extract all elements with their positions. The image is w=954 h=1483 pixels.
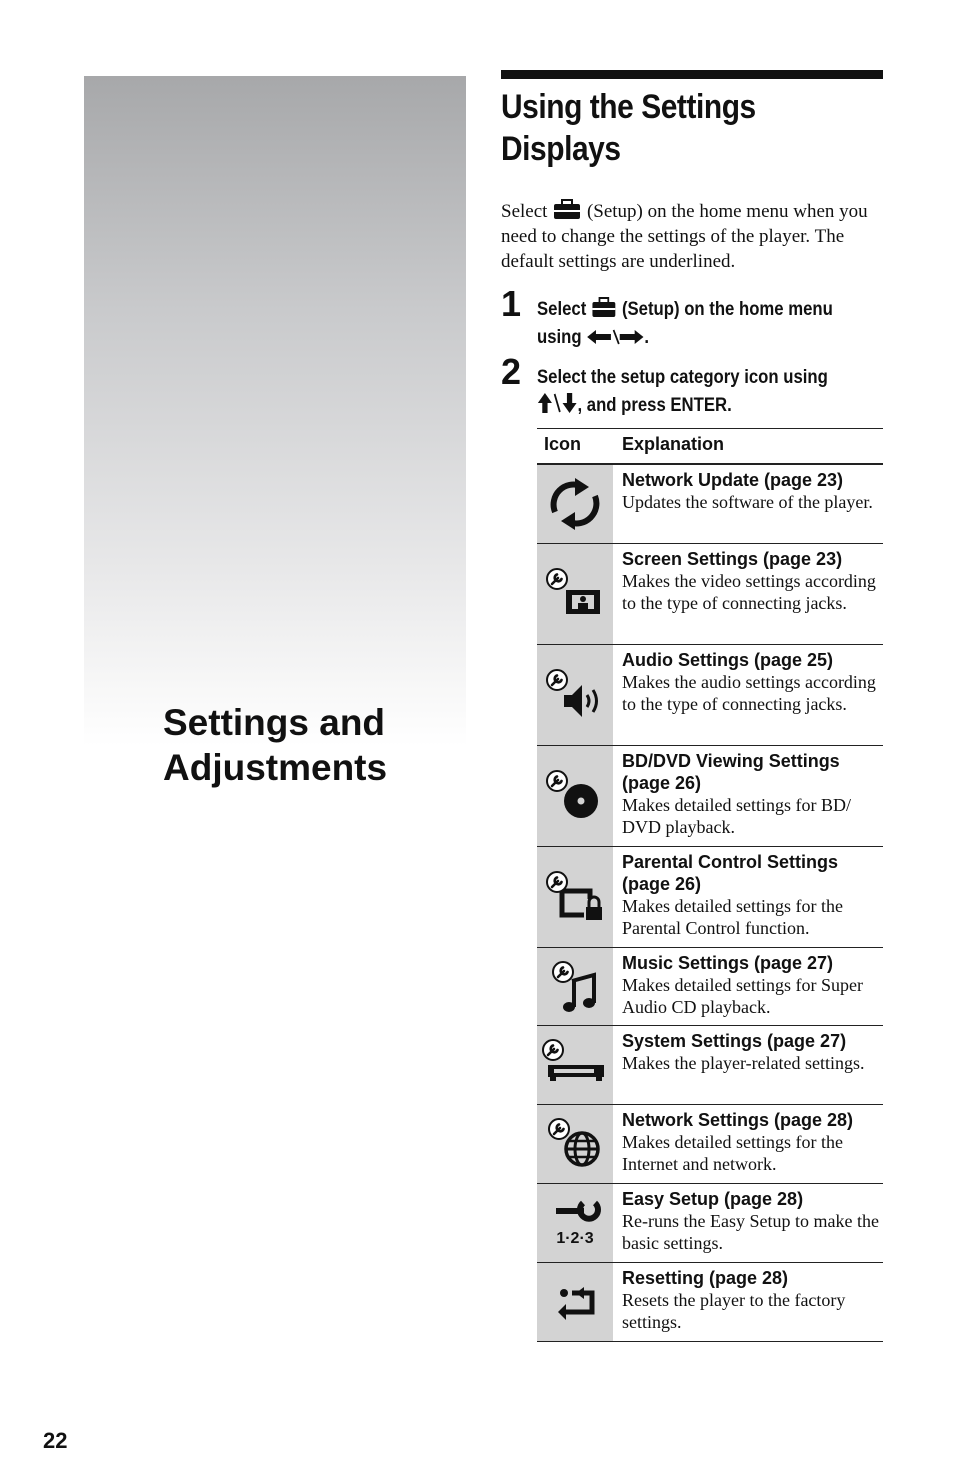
settings-table	[537, 428, 883, 1342]
header-icon: Icon	[544, 434, 582, 454]
up-down-arrows-icon	[537, 392, 577, 414]
header-explanation: Explanation	[622, 434, 725, 454]
row-desc: Makes detailed settings for BD/ DVD playback.	[622, 795, 851, 837]
table-row	[537, 544, 883, 645]
row-desc: Makes detailed settings for the Internet and network.	[622, 1132, 843, 1174]
table-row	[537, 847, 883, 948]
row-desc: Updates the software of the player.	[622, 492, 873, 512]
chapter-title	[163, 700, 463, 790]
table-row	[537, 948, 883, 1026]
chapter-side-panel	[84, 76, 466, 746]
resetting-icon	[544, 1274, 606, 1330]
row-title: Network Settings (page 28)	[622, 1110, 854, 1130]
network-settings-icon	[544, 1116, 606, 1172]
toolbox-icon	[552, 199, 582, 220]
row-title: Audio Settings (page 25)	[622, 650, 834, 670]
row-desc: Makes detailed settings for Super Audio CD playback.	[622, 975, 863, 1017]
chapter-title-line1: Settings and	[163, 702, 386, 743]
easy-setup-icon-text: 1·2·3	[556, 1230, 594, 1247]
audio-settings-icon	[544, 667, 606, 723]
row-title: Easy Setup (page 28)	[622, 1189, 804, 1209]
row-desc: Makes detailed settings for the Parental Control function.	[622, 896, 843, 938]
page-number: 22	[43, 1428, 68, 1453]
parental-control-icon	[544, 869, 606, 925]
row-desc: Makes the player-related settings.	[622, 1053, 865, 1073]
step-text: Select the setup category icon using , and press ENTER.	[537, 367, 828, 416]
bd-dvd-settings-icon	[544, 768, 606, 824]
step-text: Select (Setup) on the home menu using .	[537, 299, 833, 348]
row-desc: Re-runs the Easy Setup to make the basic settings.	[622, 1211, 879, 1253]
section-title-line2: Displays	[501, 130, 621, 168]
row-title: BD/DVD Viewing Settings (page 26)	[622, 751, 840, 793]
section-title	[501, 86, 837, 170]
network-update-icon	[545, 476, 605, 532]
chapter-title-line2: Adjustments	[163, 747, 388, 788]
row-title: Parental Control Settings (page 26)	[622, 852, 839, 894]
system-settings-icon	[542, 1037, 608, 1093]
row-title: Screen Settings (page 23)	[622, 549, 843, 569]
table-row	[537, 1026, 883, 1105]
row-title: Network Update (page 23)	[622, 470, 844, 490]
row-title: Resetting (page 28)	[622, 1268, 789, 1288]
music-settings-icon	[544, 959, 606, 1015]
table-row	[537, 1263, 883, 1342]
row-desc: Makes the audio settings according to the type of connecting jacks.	[622, 672, 876, 714]
section-title-line1: Using the Settings	[501, 88, 756, 126]
intro-paragraph: Select (Setup) on the home menu when you need to change the settings of the player. The default settings are underlined.	[501, 201, 868, 272]
step-number: 2	[501, 351, 522, 392]
table-row	[537, 746, 883, 847]
row-desc: Resets the player to the factory settings.	[622, 1290, 846, 1332]
row-title: System Settings (page 27)	[622, 1031, 847, 1051]
toolbox-icon	[591, 297, 617, 318]
screen-settings-icon	[544, 566, 606, 622]
step-number: 1	[501, 283, 522, 324]
table-row	[537, 1105, 883, 1184]
table-header	[537, 428, 883, 465]
row-desc: Makes the video settings according to the type of connecting jacks.	[622, 571, 876, 613]
table-row	[537, 1184, 883, 1263]
section-top-rule	[501, 70, 883, 79]
table-row	[537, 645, 883, 746]
left-right-arrows-icon	[586, 328, 644, 346]
row-title: Music Settings (page 27)	[622, 953, 834, 973]
easy-setup-icon	[544, 1195, 606, 1251]
table-row	[537, 465, 883, 544]
